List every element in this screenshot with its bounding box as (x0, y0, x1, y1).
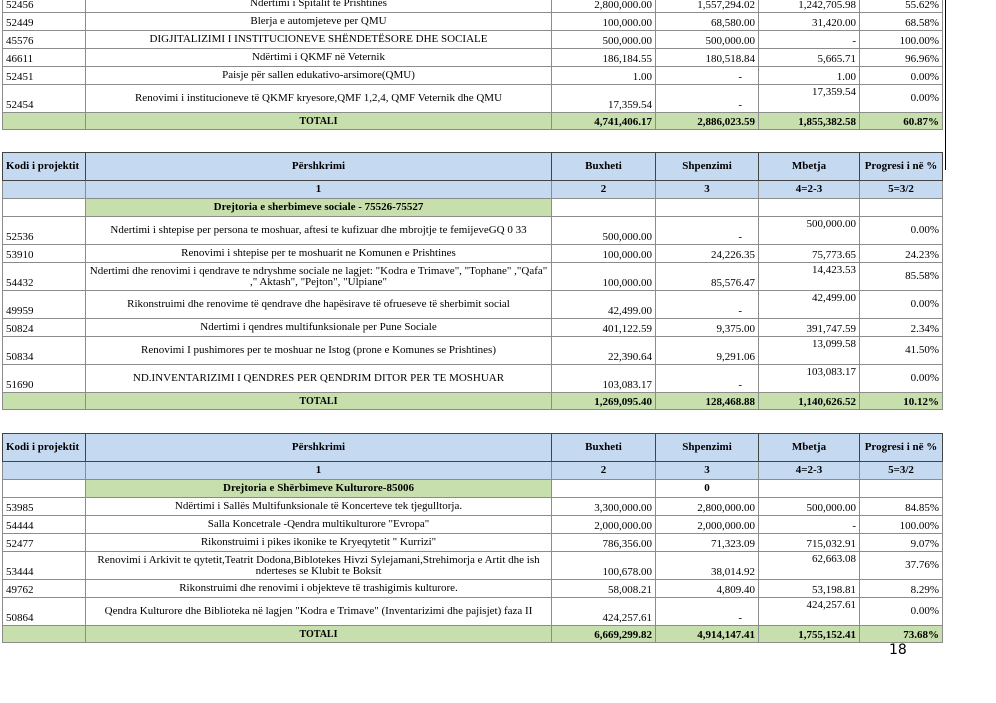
remaining-value: 42,499.00 (759, 291, 860, 319)
total-remaining: 1,855,382.58 (759, 113, 860, 130)
budget-value: 103,083.17 (552, 365, 656, 393)
budget-value: 22,390.64 (552, 337, 656, 365)
total-progress: 10.12% (860, 393, 943, 410)
health-projects-table (2, 0, 943, 130)
table-row (3, 245, 943, 263)
project-description: DIGJITALIZIMI I INSTITUCIONEVE SHËNDETËSORE DHE SOCIALE (86, 31, 552, 49)
project-code: 52536 (3, 217, 86, 245)
table-row (3, 598, 943, 626)
project-description: Renovimi I pushimores per te moshuar ne Istog (prone e Komunes se Prishtines) (86, 337, 552, 365)
project-description: Ndertimi i Spitalit te Prishtines (86, 0, 552, 13)
colnum-3: 3 (656, 181, 759, 199)
remaining-value: 17,359.54 (759, 85, 860, 113)
progress-value: 96.96% (860, 49, 943, 67)
budget-value: 786,356.00 (552, 534, 656, 552)
project-code: 52451 (3, 67, 86, 85)
colnum-2: 2 (552, 462, 656, 480)
social-projects-body (3, 217, 943, 410)
project-description: Ndertimi i shtepise per persona te moshuar, aftesi te kufizuar dhe mbrojtje te femijeveGQ 0 33 (86, 217, 552, 245)
progress-value: 68.58% (860, 13, 943, 31)
colnum-4: 4=2-3 (759, 181, 860, 199)
header-kodi: Kodi i projektit (3, 153, 86, 181)
project-description: Renovimi i shtepise per te moshuarit ne Komunen e Prishtines (86, 245, 552, 263)
project-description: Rikonstruimi i pikes ikonike te Kryeqytetit " Kurrizi" (86, 534, 552, 552)
total-row (3, 626, 943, 643)
project-code: 53985 (3, 498, 86, 516)
budget-value: 42,499.00 (552, 291, 656, 319)
spending-value: - (656, 291, 759, 319)
total-label: TOTALI (86, 393, 552, 410)
page-number: 18 (889, 642, 907, 658)
remaining-value: 715,032.91 (759, 534, 860, 552)
total-row (3, 113, 943, 130)
header-buxheti: Buxheti (552, 434, 656, 462)
total-progress: 60.87% (860, 113, 943, 130)
section-row (3, 199, 943, 217)
budget-value: 100,000.00 (552, 245, 656, 263)
progress-value: 55.62% (860, 0, 943, 13)
progress-value: 84.85% (860, 498, 943, 516)
remaining-value: 13,099.58 (759, 337, 860, 365)
project-code: 50824 (3, 319, 86, 337)
remaining-value: 5,665.71 (759, 49, 860, 67)
progress-value: 0.00% (860, 598, 943, 626)
spending-value: - (656, 85, 759, 113)
progress-value: 41.50% (860, 337, 943, 365)
project-description: Ndertimi i qendres multifunksionale per Pune Sociale (86, 319, 552, 337)
spending-value: - (656, 598, 759, 626)
project-code: 53910 (3, 245, 86, 263)
section-value: 0 (656, 480, 759, 498)
remaining-value: 53,198.81 (759, 580, 860, 598)
colnum-4: 4=2-3 (759, 462, 860, 480)
header-kodi: Kodi i projektit (3, 434, 86, 462)
remaining-value: 424,257.61 (759, 598, 860, 626)
remaining-value: - (759, 31, 860, 49)
header-pershkrimi: Përshkrimi (86, 153, 552, 181)
colnum-1: 1 (86, 181, 552, 199)
health-projects-body (3, 0, 943, 130)
section-title: Drejtoria e sherbimeve sociale - 75526-75527 (86, 199, 552, 217)
project-description: Renovimi i Arkivit te qytetit,Teatrit Dodona,Biblotekes Hivzi Sylejamani,Strehimorja e Artit dhe ish nderteses se Klubit te Boksit (86, 552, 552, 580)
progress-value: 0.00% (860, 67, 943, 85)
project-description: ND.INVENTARIZIMI I QENDRES PER QENDRIM DITOR PER TE MOSHUAR (86, 365, 552, 393)
spending-value: 2,800,000.00 (656, 498, 759, 516)
budget-value: 401,122.59 (552, 319, 656, 337)
project-description: Rikonstruimi dhe renovimi i objekteve të trashigimis kulturore. (86, 580, 552, 598)
header-pershkrimi: Përshkrimi (86, 434, 552, 462)
spending-value: 71,323.09 (656, 534, 759, 552)
budget-value: 500,000.00 (552, 31, 656, 49)
spending-value: 9,375.00 (656, 319, 759, 337)
section-title: Drejtoria e Shërbimeve Kulturore-85006 (86, 480, 552, 498)
total-label: TOTALI (86, 113, 552, 130)
table-row (3, 365, 943, 393)
spending-value: 500,000.00 (656, 31, 759, 49)
project-code: 49762 (3, 580, 86, 598)
spending-value: 24,226.35 (656, 245, 759, 263)
spending-value: - (656, 67, 759, 85)
project-description: Blerja e automjeteve per QMU (86, 13, 552, 31)
remaining-value: 14,423.53 (759, 263, 860, 291)
total-remaining: 1,140,626.52 (759, 393, 860, 410)
progress-value: 9.07% (860, 534, 943, 552)
table-row (3, 0, 943, 13)
remaining-value: 1,242,705.98 (759, 0, 860, 13)
table-row (3, 263, 943, 291)
project-code: 52456 (3, 0, 86, 13)
project-code: 53444 (3, 552, 86, 580)
total-spending: 4,914,147.41 (656, 626, 759, 643)
total-spending: 2,886,023.59 (656, 113, 759, 130)
table-row (3, 580, 943, 598)
page-edge-line (945, 0, 946, 170)
budget-value: 1.00 (552, 67, 656, 85)
spending-value: 85,576.47 (656, 263, 759, 291)
budget-value: 17,359.54 (552, 85, 656, 113)
project-code: 50834 (3, 337, 86, 365)
total-remaining: 1,755,152.41 (759, 626, 860, 643)
budget-value: 2,000,000.00 (552, 516, 656, 534)
progress-value: 100.00% (860, 31, 943, 49)
total-budget: 4,741,406.17 (552, 113, 656, 130)
progress-value: 2.34% (860, 319, 943, 337)
remaining-value: 500,000.00 (759, 217, 860, 245)
column-number-row (3, 181, 943, 199)
project-code: 54432 (3, 263, 86, 291)
colnum-3: 3 (656, 462, 759, 480)
culture-services-table (2, 433, 943, 643)
table-row (3, 31, 943, 49)
progress-value: 0.00% (860, 217, 943, 245)
budget-value: 500,000.00 (552, 217, 656, 245)
spending-value: 1,557,294.02 (656, 0, 759, 13)
total-row (3, 393, 943, 410)
project-code: 52477 (3, 534, 86, 552)
column-number-row (3, 462, 943, 480)
remaining-value: 31,420.00 (759, 13, 860, 31)
project-code: 51690 (3, 365, 86, 393)
header-row (3, 434, 943, 462)
spending-value: 180,518.84 (656, 49, 759, 67)
progress-value: 37.76% (860, 552, 943, 580)
project-code: 49959 (3, 291, 86, 319)
budget-value: 100,000.00 (552, 13, 656, 31)
remaining-value: 500,000.00 (759, 498, 860, 516)
spending-value: 9,291.06 (656, 337, 759, 365)
header-shpenzimi: Shpenzimi (656, 153, 759, 181)
project-description: Qendra Kulturore dhe Biblioteka në lagjen "Kodra e Trimave" (Inventarizimi dhe pajisjet) faza II (86, 598, 552, 626)
project-description: Ndërtimi i QKMF në Veternik (86, 49, 552, 67)
total-budget: 1,269,095.40 (552, 393, 656, 410)
spending-value: 68,580.00 (656, 13, 759, 31)
total-budget: 6,669,299.82 (552, 626, 656, 643)
project-code: 45576 (3, 31, 86, 49)
table-row (3, 49, 943, 67)
project-description: Paisje për sallen edukativo-arsimore(QMU) (86, 67, 552, 85)
total-progress: 73.68% (860, 626, 943, 643)
project-description: Rikonstruimi dhe renovime të qendrave dhe hapësirave të ofrueseve të sherbimit social (86, 291, 552, 319)
header-row (3, 153, 943, 181)
project-description: Ndërtimi i Sallës Multifunksionale të Koncerteve tek tjegulltorja. (86, 498, 552, 516)
budget-value: 186,184.55 (552, 49, 656, 67)
table-row (3, 13, 943, 31)
progress-value: 85.58% (860, 263, 943, 291)
project-code: 52449 (3, 13, 86, 31)
colnum-1: 1 (86, 462, 552, 480)
progress-value: 24.23% (860, 245, 943, 263)
remaining-value: 1.00 (759, 67, 860, 85)
header-mbetja: Mbetja (759, 434, 860, 462)
total-spending: 128,468.88 (656, 393, 759, 410)
table-row (3, 85, 943, 113)
progress-value: 100.00% (860, 516, 943, 534)
table-row (3, 534, 943, 552)
spending-value: 38,014.92 (656, 552, 759, 580)
colnum-2: 2 (552, 181, 656, 199)
spending-value: - (656, 365, 759, 393)
header-progresi: Progresi i në % (860, 153, 943, 181)
project-description: Salla Koncetrale -Qendra multikulturore "Evropa" (86, 516, 552, 534)
spending-value: - (656, 217, 759, 245)
project-code: 46611 (3, 49, 86, 67)
table-row (3, 337, 943, 365)
remaining-value: 391,747.59 (759, 319, 860, 337)
progress-value: 0.00% (860, 365, 943, 393)
header-buxheti: Buxheti (552, 153, 656, 181)
remaining-value: 103,083.17 (759, 365, 860, 393)
project-code: 54444 (3, 516, 86, 534)
section-row (3, 480, 943, 498)
table-row (3, 291, 943, 319)
remaining-value: - (759, 516, 860, 534)
remaining-value: 62,663.08 (759, 552, 860, 580)
project-code: 50864 (3, 598, 86, 626)
table-row (3, 217, 943, 245)
social-services-table (2, 152, 943, 410)
spending-value: 2,000,000.00 (656, 516, 759, 534)
total-label: TOTALI (86, 626, 552, 643)
header-progresi: Progresi i në % (860, 434, 943, 462)
colnum-5: 5=3/2 (860, 462, 943, 480)
project-description: Ndertimi dhe renovimi i qendrave te ndryshme sociale ne lagjet: "Kodra e Trimave", "Tophane" ,"Qafa" ," Aktash", "Pejton", "Ulpiane" (86, 263, 552, 291)
budget-value: 3,300,000.00 (552, 498, 656, 516)
project-code: 52454 (3, 85, 86, 113)
budget-value: 100,000.00 (552, 263, 656, 291)
budget-value: 100,678.00 (552, 552, 656, 580)
table-row (3, 516, 943, 534)
remaining-value: 75,773.65 (759, 245, 860, 263)
budget-value: 2,800,000.00 (552, 0, 656, 13)
progress-value: 0.00% (860, 291, 943, 319)
table-row (3, 319, 943, 337)
progress-value: 8.29% (860, 580, 943, 598)
table-row (3, 552, 943, 580)
project-description: Renovimi i institucioneve të QKMF kryesore,QMF 1,2,4, QMF Veternik dhe QMU (86, 85, 552, 113)
colnum-5: 5=3/2 (860, 181, 943, 199)
budget-value: 424,257.61 (552, 598, 656, 626)
budget-value: 58,008.21 (552, 580, 656, 598)
culture-projects-body (3, 498, 943, 643)
header-shpenzimi: Shpenzimi (656, 434, 759, 462)
table-row (3, 67, 943, 85)
header-mbetja: Mbetja (759, 153, 860, 181)
table-row (3, 498, 943, 516)
progress-value: 0.00% (860, 85, 943, 113)
spending-value: 4,809.40 (656, 580, 759, 598)
